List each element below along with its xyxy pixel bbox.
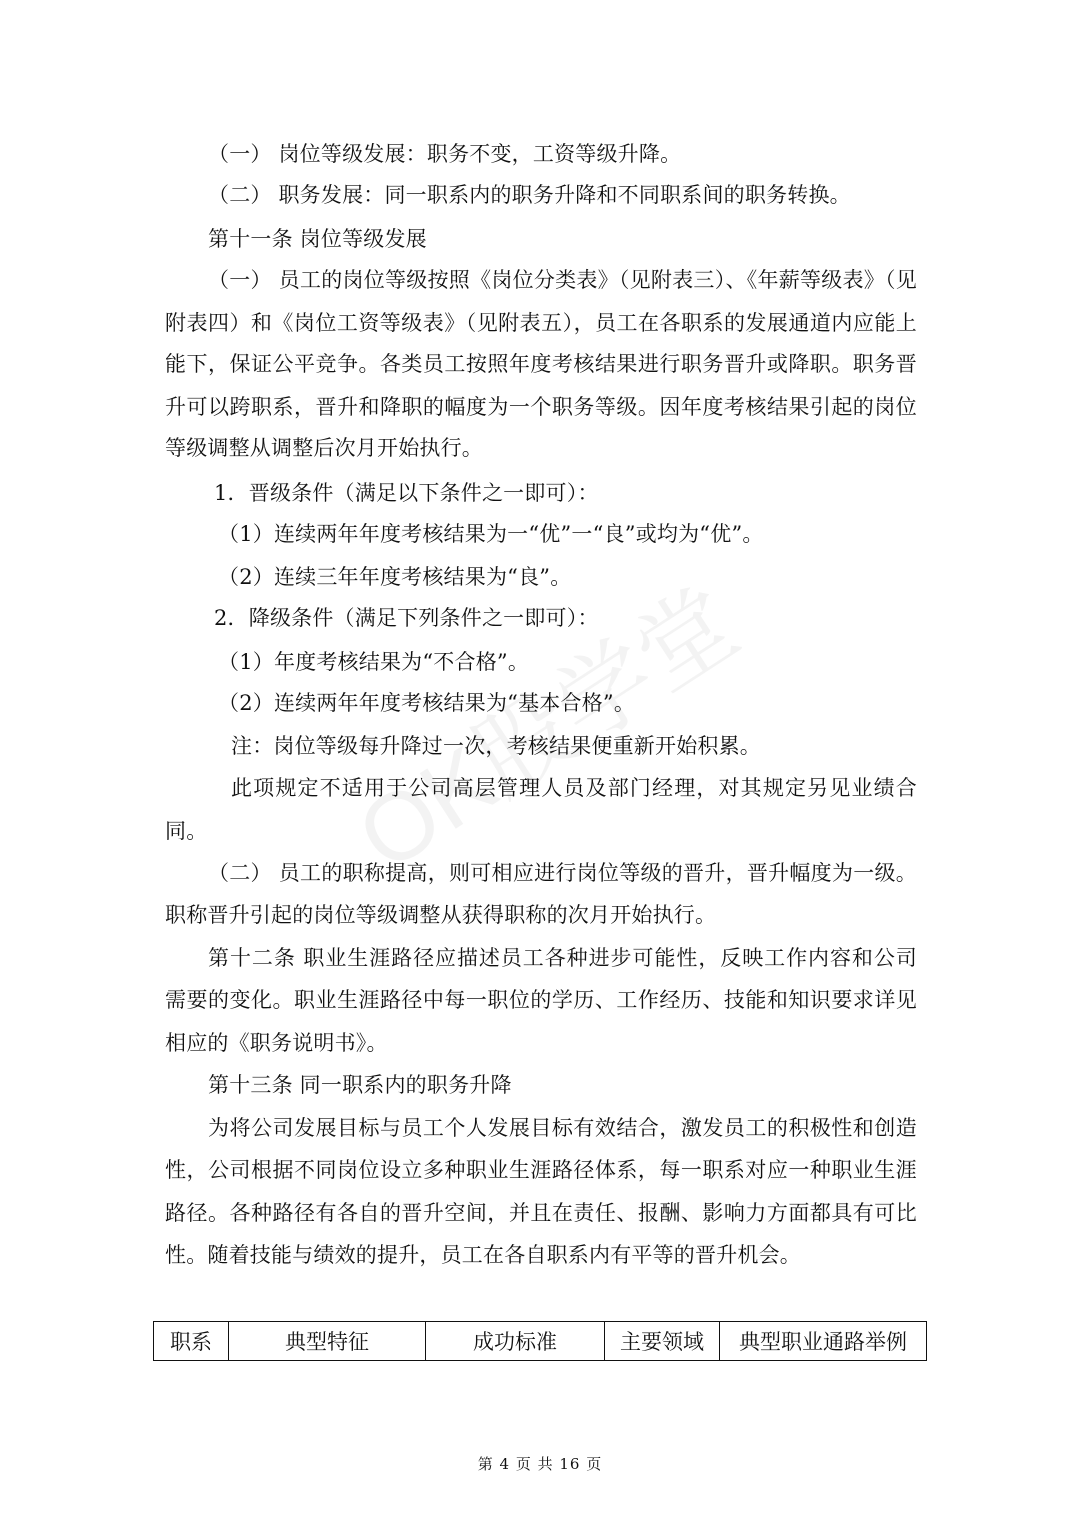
paragraph-line: 需要的变化。职业生涯路径中每一职位的学历、工作经历、技能和知识要求详见 <box>165 988 917 1012</box>
section-12-line: 第十二条 职业生涯路径应描述员工各种进步可能性，反映工作内容和公司 <box>208 946 917 970</box>
table-header-cell: 典型特征 <box>229 1322 426 1361</box>
page-footer: 第 4 页 共 16 页 <box>477 1455 603 1473</box>
note-line: 注：岗位等级每升降过一次，考核结果便重新开始积累。 <box>231 734 761 758</box>
list-item: （1）年度考核结果为“不合格”。 <box>218 650 530 674</box>
list-item: （1）连续两年年度考核结果为一“优”一“良”或均为“优”。 <box>218 522 764 546</box>
paragraph-line: 能下，保证公平竞争。各类员工按照年度考核结果进行职务晋升或降职。职务晋 <box>165 352 917 376</box>
table-header-cell: 典型职业通路举例 <box>720 1322 927 1361</box>
paragraph-line: 相应的《职务说明书》。 <box>165 1031 388 1055</box>
paragraph-line: 同。 <box>165 819 208 843</box>
watermark <box>327 550 759 897</box>
paragraph-line: （二） 员工的职称提高，则可相应进行岗位等级的晋升，晋升幅度为一级。 <box>208 861 917 885</box>
section-heading-11: 第十一条 岗位等级发展 <box>208 227 427 251</box>
section-heading-13: 第十三条 同一职系内的职务升降 <box>208 1073 512 1097</box>
list-heading-demotion: 2．降级条件（满足下列条件之一即可）： <box>214 606 599 630</box>
table-header-row <box>154 1322 927 1361</box>
table-header-cell: 职系 <box>154 1322 229 1361</box>
paragraph-line: 路径。各种路径有各自的晋升空间，并且在责任、报酬、影响力方面都具有可比 <box>165 1201 917 1225</box>
paragraph-line: 性。随着技能与绩效的提升，员工在各自职系内有平等的晋升机会。 <box>165 1243 801 1267</box>
paragraph-line: 附表四）和《岗位工资等级表》（见附表五），员工在各职系的发展通道内应能上 <box>165 311 917 335</box>
paragraph-line: 此项规定不适用于公司高层管理人员及部门经理，对其规定另见业绩合 <box>231 776 917 800</box>
list-heading-promotion: 1．晋级条件（满足以下条件之一即可）： <box>214 481 599 505</box>
paragraph-line: 职称晋升引起的岗位等级调整从获得职称的次月开始执行。 <box>165 903 717 927</box>
paragraph-line: （二） 职务发展：同一职系内的职务升降和不同职系间的职务转换。 <box>208 183 851 207</box>
paragraph-line: 为将公司发展目标与员工个人发展目标有效结合，激发员工的积极性和创造 <box>208 1116 917 1140</box>
list-item: （2）连续三年年度考核结果为“良”。 <box>218 565 572 589</box>
list-item: （2）连续两年年度考核结果为“基本合格”。 <box>218 691 636 715</box>
paragraph-line: （一） 岗位等级发展：职务不变，工资等级升降。 <box>208 142 682 166</box>
paragraph-line: 升可以跨职系，晋升和降职的幅度为一个职务等级。因年度考核结果引起的岗位 <box>165 395 917 419</box>
table-header-cell: 成功标准 <box>426 1322 605 1361</box>
paragraph-line: 性，公司根据不同岗位设立多种职业生涯路径体系，每一职系对应一种职业生涯 <box>165 1158 917 1182</box>
paragraph-line: （一） 员工的岗位等级按照《岗位分类表》（见附表三）、《年薪等级表》（见 <box>208 268 917 292</box>
career-path-table <box>153 1321 927 1361</box>
paragraph-line: 等级调整从调整后次月开始执行。 <box>165 436 483 460</box>
table-header-cell: 主要领域 <box>605 1322 720 1361</box>
